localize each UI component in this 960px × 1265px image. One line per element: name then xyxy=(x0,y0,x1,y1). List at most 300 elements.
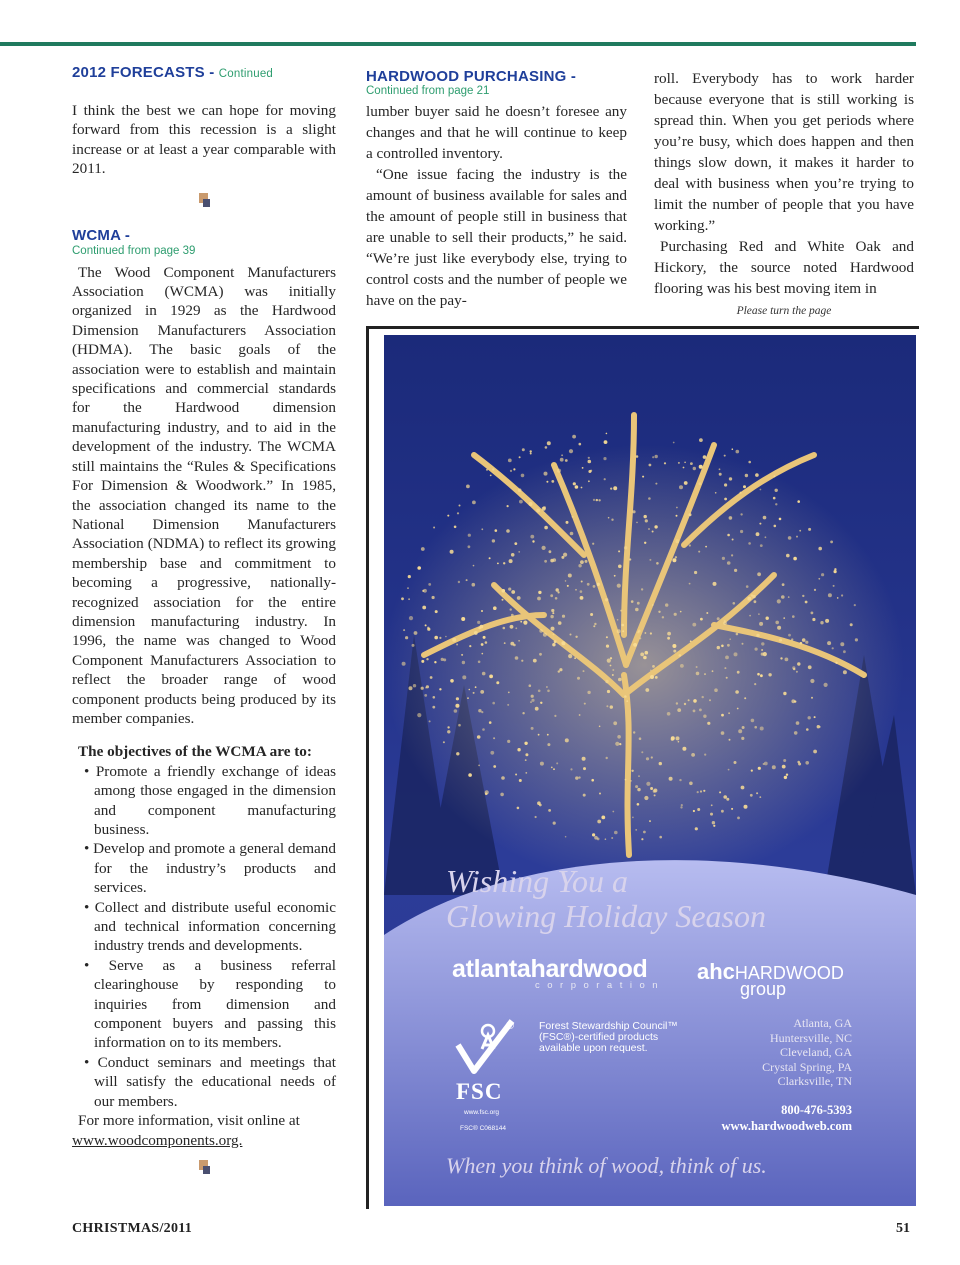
paragraph: “One issue facing the industry is the amount of business available for sales and the amount of people still in business that are unable to sell their products,” he said. “We’re just like everybody else, trying to control costs and the number of people we have on the pay- xyxy=(366,166,627,309)
light-dot xyxy=(681,804,683,806)
light-dot xyxy=(462,661,465,664)
light-dot xyxy=(533,659,537,663)
light-dot xyxy=(549,550,552,553)
light-dot xyxy=(729,739,731,741)
light-dot xyxy=(700,618,703,621)
light-dot xyxy=(811,612,814,615)
light-dot xyxy=(462,675,466,679)
light-dot xyxy=(610,657,612,659)
light-dot xyxy=(590,613,593,616)
light-dot xyxy=(439,637,441,639)
light-dot xyxy=(704,754,706,756)
light-dot xyxy=(409,686,413,690)
light-dot xyxy=(814,589,816,591)
light-dot xyxy=(605,838,607,840)
light-dot xyxy=(456,752,459,755)
light-dot xyxy=(689,513,692,516)
light-dot xyxy=(751,770,753,772)
light-dot xyxy=(478,627,481,630)
light-dot xyxy=(617,584,621,588)
light-dot xyxy=(501,776,505,780)
light-dot xyxy=(690,462,693,465)
light-dot xyxy=(435,610,438,613)
light-dot xyxy=(734,569,737,572)
light-dot xyxy=(547,441,551,445)
light-dot xyxy=(575,485,579,489)
light-dot xyxy=(508,588,511,591)
light-dot xyxy=(483,636,486,639)
light-dot xyxy=(782,765,786,769)
light-dot xyxy=(519,500,523,504)
light-dot xyxy=(759,796,761,798)
light-dot xyxy=(779,518,782,521)
light-dot xyxy=(694,571,697,574)
light-dot xyxy=(741,786,745,790)
light-dot xyxy=(608,517,610,519)
light-dot xyxy=(433,696,436,699)
light-dot xyxy=(759,523,761,525)
light-dot xyxy=(468,773,472,777)
light-dot xyxy=(524,742,527,745)
light-dot xyxy=(538,591,541,594)
light-dot xyxy=(583,670,585,672)
light-dot xyxy=(699,709,702,712)
light-dot xyxy=(785,658,789,662)
light-dot xyxy=(605,598,608,601)
light-dot xyxy=(551,609,554,612)
light-dot xyxy=(461,617,465,621)
light-dot xyxy=(478,709,481,712)
light-dot xyxy=(772,765,776,769)
light-dot xyxy=(729,477,732,480)
light-dot xyxy=(624,546,627,549)
light-dot xyxy=(797,500,800,503)
light-dot xyxy=(551,480,554,483)
light-dot xyxy=(539,653,542,656)
light-dot xyxy=(705,546,707,548)
light-dot xyxy=(631,600,634,603)
light-dot xyxy=(763,652,767,656)
light-dot xyxy=(693,699,697,703)
light-dot xyxy=(665,603,668,606)
light-dot xyxy=(639,737,642,740)
light-dot xyxy=(531,695,534,698)
light-dot xyxy=(588,460,592,464)
light-dot xyxy=(696,672,700,676)
light-dot xyxy=(422,590,424,592)
light-dot xyxy=(757,673,760,676)
light-dot xyxy=(774,525,777,528)
light-dot xyxy=(637,788,640,791)
light-dot xyxy=(655,676,658,679)
light-dot xyxy=(742,643,744,645)
light-dot xyxy=(643,656,647,660)
light-dot xyxy=(570,634,572,636)
light-dot xyxy=(703,455,707,459)
light-dot xyxy=(760,674,763,677)
light-dot xyxy=(692,623,696,627)
light-dot xyxy=(810,679,814,683)
light-dot xyxy=(603,457,606,460)
ad-website: www.hardwoodweb.com xyxy=(721,1119,852,1133)
light-dot xyxy=(612,674,614,676)
light-dot xyxy=(469,645,471,647)
light-dot xyxy=(402,662,406,666)
light-dot xyxy=(751,719,755,723)
light-dot xyxy=(723,621,727,625)
ahc-logo-word: HARDWOOD xyxy=(734,963,844,983)
light-dot xyxy=(517,807,520,810)
column-middle xyxy=(366,68,627,311)
light-dot xyxy=(817,725,820,728)
light-dot xyxy=(690,640,692,642)
light-dot xyxy=(777,626,781,630)
light-dot xyxy=(783,692,786,695)
light-dot xyxy=(482,653,484,655)
light-dot xyxy=(800,642,803,645)
light-dot xyxy=(711,804,713,806)
section-title-wcma: WCMA - xyxy=(72,226,131,244)
light-dot xyxy=(503,627,506,630)
light-dot xyxy=(684,703,686,705)
light-dot xyxy=(606,757,608,759)
light-dot xyxy=(452,638,456,642)
light-dot xyxy=(553,634,555,636)
light-dot xyxy=(551,767,553,769)
light-dot xyxy=(515,656,519,660)
objectives-block xyxy=(72,742,336,1150)
light-dot xyxy=(585,560,588,563)
ahc-group-label: group xyxy=(740,979,787,999)
light-dot xyxy=(835,662,837,664)
light-dot xyxy=(577,677,580,680)
light-dot xyxy=(796,721,800,725)
light-dot xyxy=(535,816,537,818)
light-dot xyxy=(649,559,651,561)
list-item: • Serve as a business referral clearinghouse by responding to inquiries from dimension and component buyers and passing this information on to its members. xyxy=(84,956,336,1052)
light-dot xyxy=(812,618,815,621)
light-dot xyxy=(508,459,512,463)
light-dot xyxy=(493,765,496,768)
light-dot xyxy=(620,610,622,612)
light-dot xyxy=(735,690,739,694)
light-dot xyxy=(645,632,647,634)
light-dot xyxy=(794,700,796,702)
light-dot xyxy=(638,775,640,777)
light-dot xyxy=(719,468,721,470)
continued-note: Continued xyxy=(218,68,274,80)
wcma-website-link[interactable]: www.woodcomponents.org. xyxy=(72,1131,243,1149)
light-dot xyxy=(515,774,517,776)
light-dot xyxy=(783,759,786,762)
light-dot xyxy=(412,644,415,647)
light-dot xyxy=(570,768,572,770)
light-dot xyxy=(689,583,691,585)
light-dot xyxy=(535,707,539,711)
light-dot xyxy=(833,585,835,587)
light-dot xyxy=(630,780,632,782)
light-dot xyxy=(678,741,680,743)
light-dot xyxy=(478,765,480,767)
holiday-advertisement xyxy=(384,335,916,1206)
fsc-certification-note: Forest Stewardship Council™ (FSC®)-certified products available upon request. xyxy=(539,1020,678,1054)
light-dot xyxy=(721,714,724,717)
light-dot xyxy=(587,583,590,586)
light-dot xyxy=(651,756,653,758)
light-dot xyxy=(699,438,703,442)
atlanta-hardwood-subtitle: corporation xyxy=(535,980,666,991)
light-dot xyxy=(808,716,811,719)
light-dot xyxy=(544,472,548,476)
light-dot xyxy=(617,629,621,633)
light-dot xyxy=(797,662,800,665)
light-dot xyxy=(742,726,745,729)
light-dot xyxy=(510,642,514,646)
light-dot xyxy=(592,543,594,545)
light-dot xyxy=(421,547,425,551)
light-dot xyxy=(531,727,534,730)
objectives-list xyxy=(78,762,336,1111)
light-dot xyxy=(671,738,674,741)
paragraph: lumber buyer said he doesn’t foresee any changes and that he will continue to keep a controlled inventory. xyxy=(366,103,627,162)
light-dot xyxy=(588,457,590,459)
light-dot xyxy=(761,649,763,651)
light-dot xyxy=(407,587,409,589)
light-dot xyxy=(607,690,610,693)
light-dot xyxy=(793,668,795,670)
light-dot xyxy=(568,654,572,658)
light-dot xyxy=(456,644,458,646)
light-dot xyxy=(611,837,613,839)
light-dot xyxy=(652,665,655,668)
light-dot xyxy=(450,550,454,554)
light-dot xyxy=(572,435,576,439)
light-dot xyxy=(566,521,569,524)
light-dot xyxy=(550,615,553,618)
light-dot xyxy=(525,753,528,756)
light-dot xyxy=(740,513,742,515)
light-dot xyxy=(667,712,671,716)
light-dot xyxy=(558,670,560,672)
light-dot xyxy=(805,761,809,765)
light-dot xyxy=(818,547,822,551)
page-number: 51 xyxy=(896,1221,910,1236)
light-dot xyxy=(737,817,740,820)
light-dot xyxy=(502,589,506,593)
light-dot xyxy=(546,481,548,483)
light-dot xyxy=(422,606,426,610)
light-dot xyxy=(454,526,457,529)
light-dot xyxy=(511,614,514,617)
light-dot xyxy=(611,519,613,521)
light-dot xyxy=(754,683,756,685)
list-item: • Collect and distribute useful economic and technical information concerning industry trends and developments. xyxy=(84,898,336,955)
light-dot xyxy=(565,836,567,838)
more-info-text: For more information, visit online at xyxy=(78,1112,300,1130)
light-dot xyxy=(587,691,590,694)
light-dot xyxy=(461,654,463,656)
purchasing-continued-text xyxy=(654,68,914,299)
light-dot xyxy=(719,791,721,793)
light-dot xyxy=(728,712,730,714)
light-dot xyxy=(473,565,475,567)
light-dot xyxy=(786,554,790,558)
end-marker-icon xyxy=(199,1160,209,1174)
light-dot xyxy=(821,573,824,576)
light-dot xyxy=(703,715,706,718)
light-dot xyxy=(547,743,550,746)
light-dot xyxy=(655,483,657,485)
light-dot xyxy=(743,485,746,488)
light-dot xyxy=(432,706,435,709)
light-dot xyxy=(775,621,779,625)
light-dot xyxy=(765,536,767,538)
light-dot xyxy=(485,641,488,644)
light-dot xyxy=(673,442,675,444)
light-dot xyxy=(775,503,777,505)
light-dot xyxy=(421,660,424,663)
light-dot xyxy=(614,831,618,835)
light-dot xyxy=(749,615,751,617)
light-dot xyxy=(575,636,577,638)
light-dot xyxy=(606,433,608,435)
light-dot xyxy=(632,817,634,819)
continued-note: Continued from page 21 xyxy=(366,85,490,97)
light-dot xyxy=(490,475,492,477)
light-dot xyxy=(635,829,637,831)
light-dot xyxy=(610,705,613,708)
issue-label: CHRISTMAS/2011 xyxy=(72,1221,193,1236)
objectives-heading: The objectives of the WCMA are to: xyxy=(78,743,312,761)
light-dot xyxy=(637,803,640,806)
light-dot xyxy=(764,762,768,766)
light-dot xyxy=(466,485,470,489)
light-dot xyxy=(644,542,646,544)
light-dot xyxy=(731,808,733,810)
light-dot xyxy=(502,599,504,601)
light-dot xyxy=(680,611,682,613)
light-dot xyxy=(434,636,438,640)
light-dot xyxy=(521,660,523,662)
light-dot xyxy=(552,612,554,614)
light-dot xyxy=(554,640,557,643)
light-dot xyxy=(729,638,731,640)
light-dot xyxy=(598,499,600,501)
light-dot xyxy=(621,624,624,627)
light-dot xyxy=(554,715,556,717)
light-dot xyxy=(574,657,576,659)
light-dot xyxy=(482,672,486,676)
light-dot xyxy=(428,583,431,586)
light-dot xyxy=(599,793,601,795)
light-dot xyxy=(584,703,586,705)
fsc-registered-mark: ® xyxy=(506,1020,515,1032)
light-dot xyxy=(426,658,428,660)
light-dot xyxy=(447,726,449,728)
light-dot xyxy=(503,562,505,564)
light-dot xyxy=(834,568,836,570)
light-dot xyxy=(721,810,724,813)
light-dot xyxy=(805,601,808,604)
light-dot xyxy=(728,769,730,771)
light-dot xyxy=(493,737,495,739)
light-dot xyxy=(729,516,733,520)
light-dot xyxy=(650,787,653,790)
light-dot xyxy=(773,497,776,500)
light-dot xyxy=(684,481,688,485)
light-dot xyxy=(473,692,475,694)
light-dot xyxy=(757,572,761,576)
light-dot xyxy=(693,710,696,713)
light-dot xyxy=(808,665,812,669)
city-item: Atlanta, GA xyxy=(793,1016,852,1030)
light-dot xyxy=(702,696,704,698)
light-dot xyxy=(578,564,581,567)
light-dot xyxy=(510,625,514,629)
light-dot xyxy=(738,729,742,733)
light-dot xyxy=(679,654,682,657)
light-dot xyxy=(540,762,544,766)
light-dot xyxy=(521,474,525,478)
light-dot xyxy=(843,650,846,653)
light-dot xyxy=(457,512,459,514)
light-dot xyxy=(523,621,527,625)
light-dot xyxy=(830,541,833,544)
city-item: Clarksville, TN xyxy=(777,1074,852,1088)
light-dot xyxy=(588,480,590,482)
light-dot xyxy=(676,702,678,704)
light-dot xyxy=(684,462,686,464)
light-dot xyxy=(481,711,483,713)
light-dot xyxy=(691,753,695,757)
light-dot xyxy=(721,731,725,735)
light-dot xyxy=(648,497,651,500)
light-dot xyxy=(763,516,767,520)
light-dot xyxy=(792,615,795,618)
light-dot xyxy=(724,498,727,501)
light-dot xyxy=(522,712,524,714)
light-dot xyxy=(486,469,488,471)
light-dot xyxy=(726,798,729,801)
light-dot xyxy=(636,455,639,458)
light-dot xyxy=(737,708,739,710)
section-heading-forecasts xyxy=(72,64,336,81)
light-dot xyxy=(797,761,800,764)
light-dot xyxy=(650,632,652,634)
light-dot xyxy=(754,600,757,603)
light-dot xyxy=(786,774,788,776)
light-dot xyxy=(468,545,471,548)
light-dot xyxy=(401,597,404,600)
light-dot xyxy=(788,536,792,540)
light-dot xyxy=(645,519,648,522)
light-dot xyxy=(744,697,746,699)
light-dot xyxy=(581,487,583,489)
light-dot xyxy=(622,630,624,632)
light-dot xyxy=(763,763,765,765)
light-dot xyxy=(754,726,757,729)
light-dot xyxy=(565,738,569,742)
light-dot xyxy=(567,585,569,587)
phone-number: 800-476-5393 xyxy=(781,1103,852,1117)
light-dot xyxy=(430,676,433,679)
light-dot xyxy=(617,735,621,739)
light-dot xyxy=(568,574,572,578)
light-dot xyxy=(618,678,622,682)
light-dot xyxy=(676,507,678,509)
light-dot xyxy=(760,544,763,547)
light-dot xyxy=(652,531,654,533)
